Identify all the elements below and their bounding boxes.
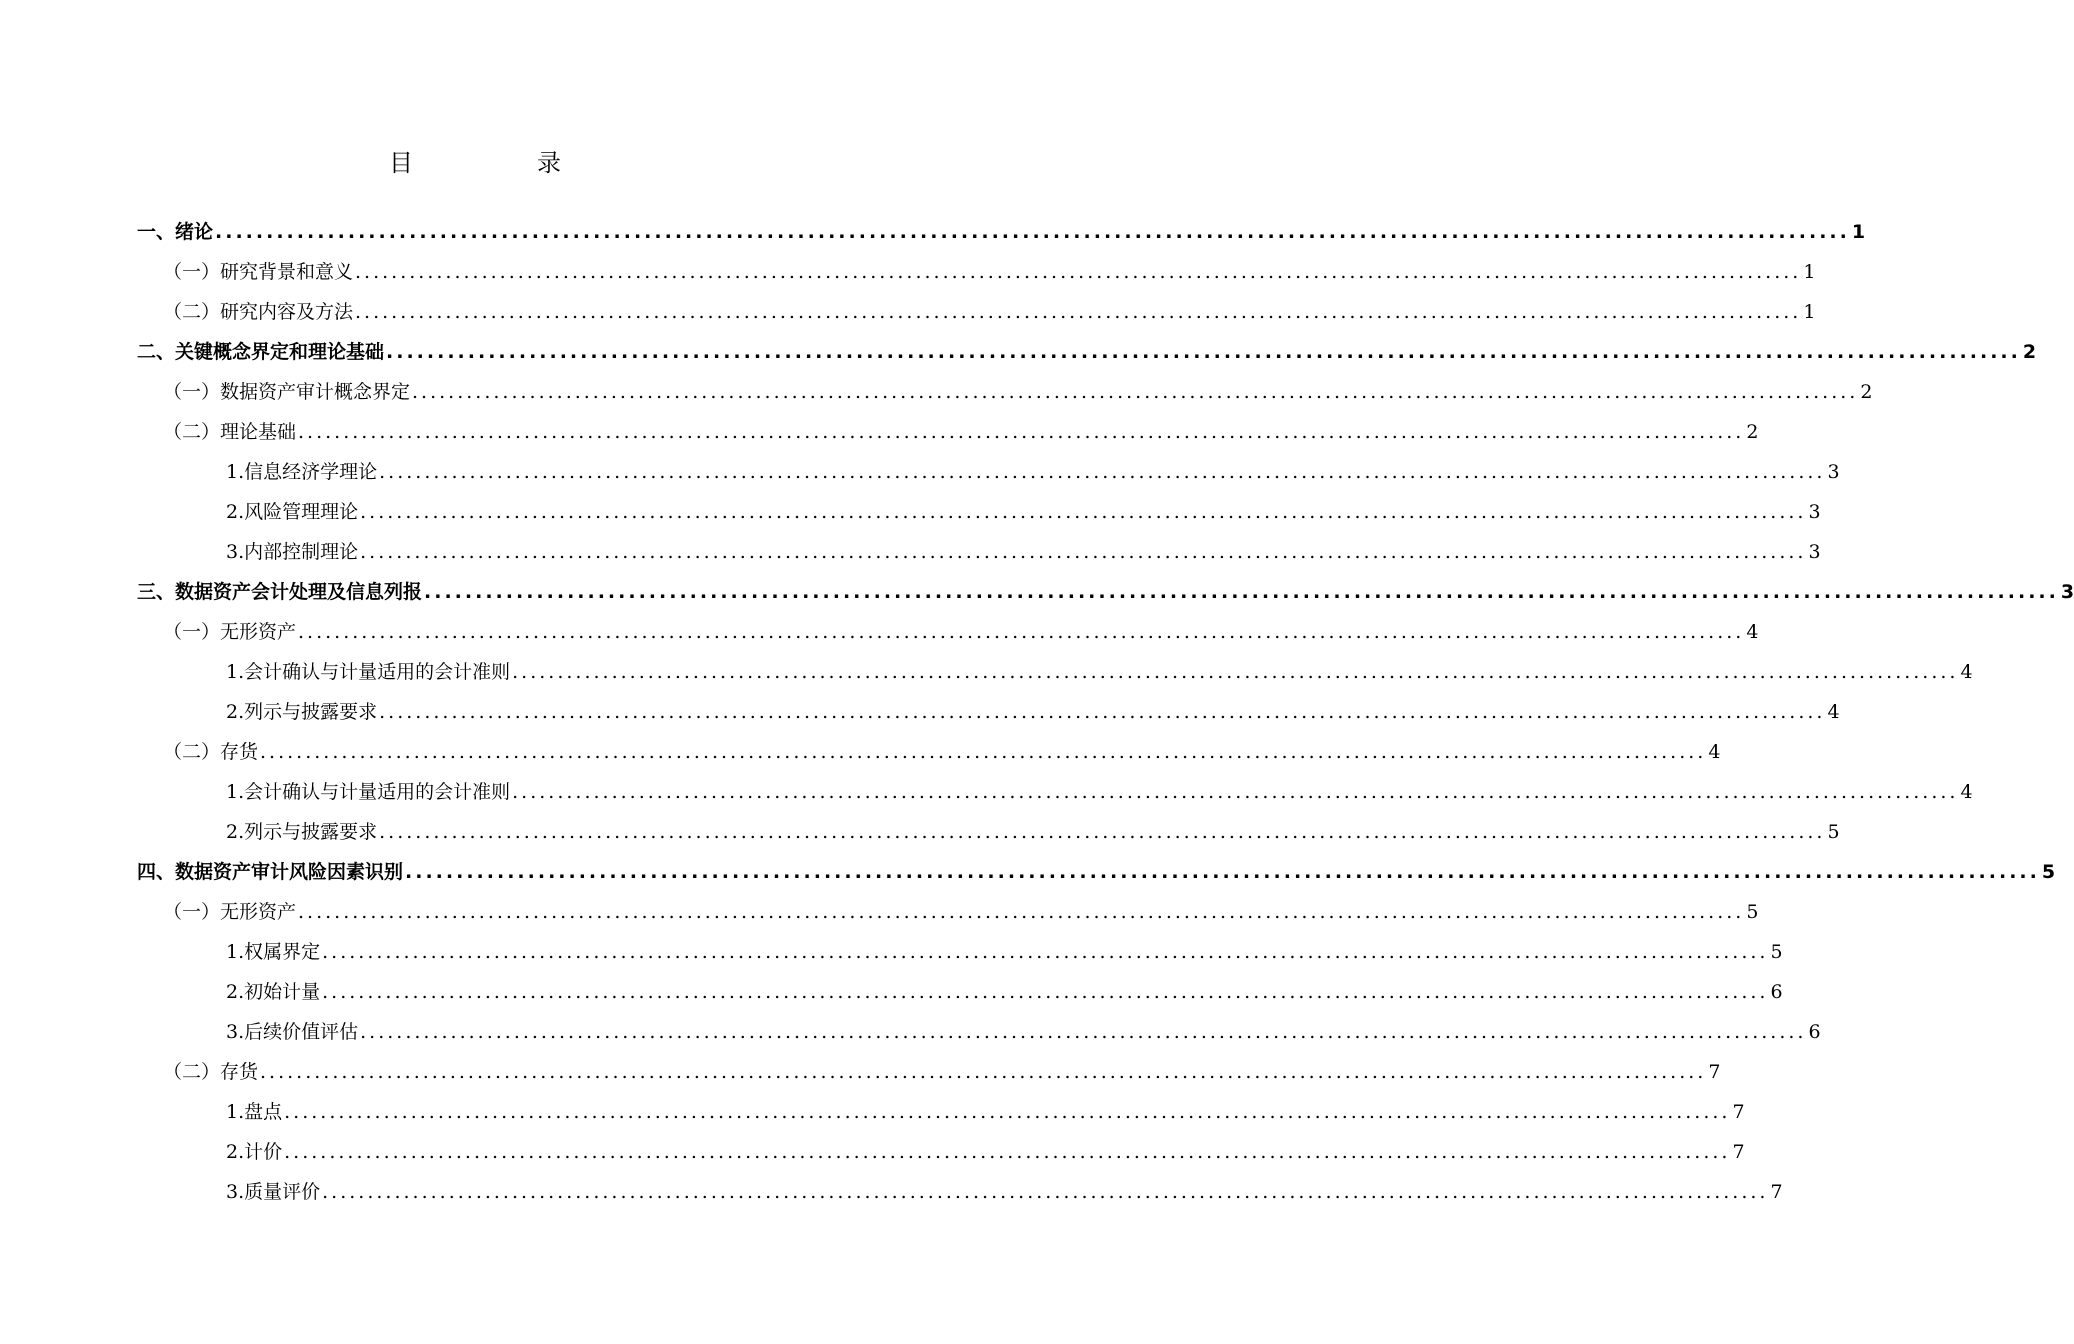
toc-entry-page-number: 3: [1808, 541, 1821, 563]
toc-entry-page-number: 4: [1960, 781, 1973, 803]
toc-entry-page-number: 5: [1746, 901, 1759, 923]
toc-entry-page-number: 5: [1770, 941, 1783, 963]
toc-entry-text: 2.计价: [226, 1141, 283, 1163]
toc-entry-level-2[interactable]: [137, 412, 1759, 452]
toc-entry-text: 1.盘点: [226, 1101, 283, 1123]
toc-entry-level-3[interactable]: [137, 932, 1783, 972]
toc-dot-leader: ................................................................................................................................................................: [386, 341, 2021, 363]
toc-entry-level-3[interactable]: [137, 972, 1783, 1012]
toc-dot-leader: ................................................................................................................................................................: [379, 701, 1826, 723]
toc-entry-level-2[interactable]: [137, 892, 1759, 932]
toc-entry-level-2[interactable]: [137, 612, 1759, 652]
toc-entry-text: 二、关键概念界定和理论基础: [137, 341, 385, 363]
toc-dot-leader: ................................................................................................................................................................: [405, 861, 2040, 883]
toc-entry-level-2[interactable]: [137, 292, 1816, 332]
toc-entry-level-1[interactable]: [137, 852, 2056, 892]
toc-entry-page-number: 4: [1960, 661, 1973, 683]
toc-dot-leader: ................................................................................................................................................................: [379, 461, 1826, 483]
toc-entry-level-3[interactable]: [137, 812, 1840, 852]
toc-dot-leader: ................................................................................................................................................................: [322, 941, 1769, 963]
toc-title: 目 录: [389, 149, 611, 177]
toc-entry-text: 三、数据资产会计处理及信息列报: [137, 581, 423, 603]
toc-entry-text: 2.风险管理理论: [226, 501, 359, 523]
toc-entry-level-1[interactable]: [137, 212, 1866, 252]
toc-entry-text: （一）数据资产审计概念界定: [163, 381, 411, 403]
toc-dot-leader: ................................................................................................................................................................: [512, 781, 1959, 803]
toc-entry-text: 1.会计确认与计量适用的会计准则: [226, 781, 511, 803]
toc-entry-text: 3.后续价值评估: [226, 1021, 359, 1043]
toc-dot-leader: ................................................................................................................................................................: [298, 901, 1745, 923]
toc-dot-leader: ................................................................................................................................................................: [322, 981, 1769, 1003]
toc-entry-page-number: 7: [1770, 1181, 1783, 1203]
toc-dot-leader: ................................................................................................................................................................: [284, 1141, 1731, 1163]
toc-entry-level-3[interactable]: [137, 1092, 1745, 1132]
toc-entry-level-2[interactable]: [137, 732, 1721, 772]
toc-entry-text: （二）研究内容及方法: [163, 301, 354, 323]
toc-dot-leader: ................................................................................................................................................................: [360, 1021, 1807, 1043]
toc-entry-level-3[interactable]: [137, 1012, 1821, 1052]
toc-entry-level-2[interactable]: [137, 372, 1873, 412]
toc-entry-level-1[interactable]: [137, 572, 2074, 612]
toc-entry-page-number: 1: [1851, 221, 1866, 243]
toc-dot-leader: ................................................................................................................................................................: [322, 1181, 1769, 1203]
toc-entry-text: 1.信息经济学理论: [226, 461, 378, 483]
toc-entry-level-3[interactable]: [137, 772, 1973, 812]
toc-dot-leader: ................................................................................................................................................................: [215, 221, 1850, 243]
toc-entry-page-number: 2: [2022, 341, 2037, 363]
toc-entry-level-3[interactable]: [137, 532, 1821, 572]
toc-dot-leader: ................................................................................................................................................................: [424, 581, 2059, 603]
table-of-contents: [137, 212, 2074, 1212]
toc-entry-page-number: 2: [1860, 381, 1873, 403]
toc-entry-page-number: 4: [1708, 741, 1721, 763]
toc-entry-page-number: 3: [2060, 581, 2074, 603]
toc-entry-level-1[interactable]: [137, 332, 2037, 372]
toc-entry-text: （二）存货: [163, 741, 259, 763]
toc-entry-text: 一、绪论: [137, 221, 214, 243]
toc-entry-text: 1.权属界定: [226, 941, 321, 963]
toc-dot-leader: ................................................................................................................................................................: [379, 821, 1826, 843]
toc-entry-page-number: 3: [1808, 501, 1821, 523]
toc-entry-page-number: 1: [1803, 301, 1816, 323]
toc-entry-page-number: 5: [2041, 861, 2056, 883]
toc-entry-level-3[interactable]: [137, 452, 1840, 492]
toc-dot-leader: ................................................................................................................................................................: [355, 301, 1802, 323]
toc-dot-leader: ................................................................................................................................................................: [412, 381, 1859, 403]
toc-entry-page-number: 5: [1827, 821, 1840, 843]
toc-entry-level-3[interactable]: [137, 692, 1840, 732]
toc-entry-level-3[interactable]: [137, 1132, 1745, 1172]
toc-entry-text: 1.会计确认与计量适用的会计准则: [226, 661, 511, 683]
toc-entry-level-2[interactable]: [137, 252, 1816, 292]
toc-dot-leader: ................................................................................................................................................................: [512, 661, 1959, 683]
toc-entry-page-number: 1: [1803, 261, 1816, 283]
toc-entry-text: 3.内部控制理论: [226, 541, 359, 563]
toc-entry-page-number: 4: [1746, 621, 1759, 643]
toc-dot-leader: ................................................................................................................................................................: [298, 621, 1745, 643]
toc-entry-level-2[interactable]: [137, 1052, 1721, 1092]
toc-entry-page-number: 4: [1827, 701, 1840, 723]
toc-entry-text: 3.质量评价: [226, 1181, 321, 1203]
toc-dot-leader: ................................................................................................................................................................: [298, 421, 1745, 443]
toc-dot-leader: ................................................................................................................................................................: [260, 741, 1707, 763]
toc-dot-leader: ................................................................................................................................................................: [360, 501, 1807, 523]
toc-dot-leader: ................................................................................................................................................................: [284, 1101, 1731, 1123]
toc-entry-text: 2.初始计量: [226, 981, 321, 1003]
toc-entry-text: 四、数据资产审计风险因素识别: [137, 861, 404, 883]
toc-entry-page-number: 2: [1746, 421, 1759, 443]
toc-entry-text: 2.列示与披露要求: [226, 701, 378, 723]
toc-entry-level-3[interactable]: [137, 1172, 1783, 1212]
toc-entry-level-3[interactable]: [137, 492, 1821, 532]
toc-entry-page-number: 7: [1708, 1061, 1721, 1083]
toc-entry-text: （一）无形资产: [163, 621, 297, 643]
toc-entry-page-number: 6: [1770, 981, 1783, 1003]
toc-entry-text: 2.列示与披露要求: [226, 821, 378, 843]
toc-entry-page-number: 6: [1808, 1021, 1821, 1043]
toc-dot-leader: ................................................................................................................................................................: [360, 541, 1807, 563]
toc-entry-level-3[interactable]: [137, 652, 1973, 692]
toc-dot-leader: ................................................................................................................................................................: [260, 1061, 1707, 1083]
toc-entry-page-number: 7: [1732, 1101, 1745, 1123]
toc-entry-page-number: 7: [1732, 1141, 1745, 1163]
toc-dot-leader: ................................................................................................................................................................: [355, 261, 1802, 283]
toc-entry-text: （二）存货: [163, 1061, 259, 1083]
toc-entry-text: （一）研究背景和意义: [163, 261, 354, 283]
toc-entry-text: （一）无形资产: [163, 901, 297, 923]
toc-entry-text: （二）理论基础: [163, 421, 297, 443]
toc-entry-page-number: 3: [1827, 461, 1840, 483]
